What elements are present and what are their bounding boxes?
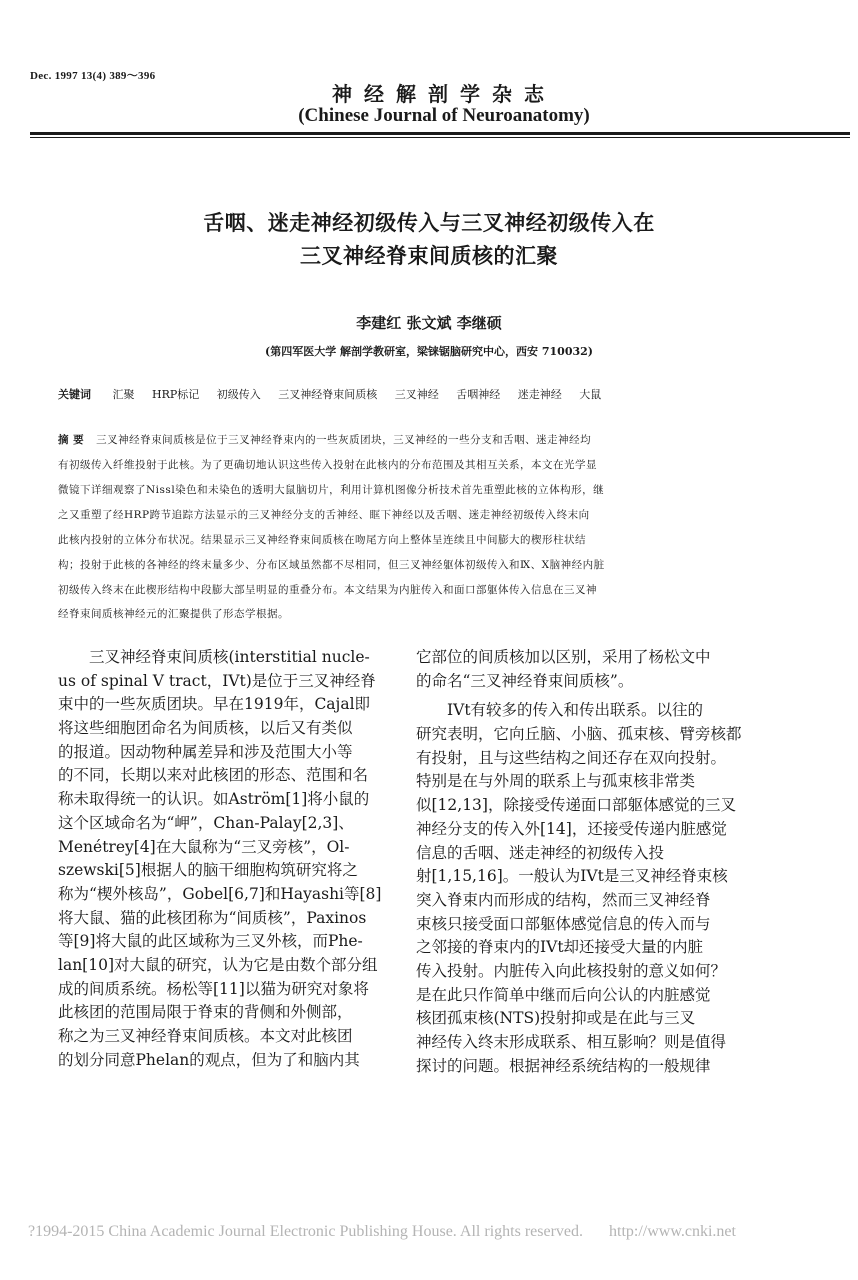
body-line: 传入投射。内脏传入向此核投射的意义如何？: [416, 961, 727, 980]
body-line: 的不同，长期以来对此核团的形态、范围和名: [58, 766, 369, 785]
body-line: 的划分同意Phelan的观点，但为了和脑内其: [58, 1050, 360, 1069]
keywords-label: 关键词: [58, 388, 91, 401]
affiliation: (第四军医大学 解剖学教研室，梁铼锯脑研究中心，西安 710032): [265, 345, 593, 358]
keyword: 三叉神经: [394, 388, 439, 401]
copyright-footer: [28, 1223, 736, 1241]
body-line: 称之为三叉神经脊束间质核。本文对此核团: [58, 1027, 353, 1045]
body-line: us of spinal V tract，IVt)是位于三叉神经脊: [58, 671, 376, 690]
abstract-line: 有初级传入纤维投射于此核。为了更确切地认识这些传入投射在此核内的分布范围及其相互关系，本文在光学显: [58, 459, 597, 471]
body-line: 特别是在与外周的联系上与孤束核非常类: [416, 772, 696, 791]
body-line: IVt有较多的传入和传出联系。以往的: [416, 701, 704, 720]
body-line: 探讨的问题。根据神经系统结构的一般规律: [416, 1056, 711, 1075]
body-line: 它部位的间质核加以区别，采用了杨松文中: [416, 648, 711, 666]
abstract-line: 摘 要 三叉神经脊束间质核是位于三叉神经脊束内的一些灰质团块，三叉神经的一些分支和舌咽、迷走神经均: [58, 434, 592, 446]
body-line: 将这些细胞团命名为间质核，以后又有类似: [58, 719, 353, 738]
body-line: 称未取得统一的认识。如Aström[1]将小鼠的: [58, 790, 370, 809]
keywords-block: [58, 386, 615, 402]
body-line: szewski[5]根据人的脑干细胞构筑研究将之: [58, 861, 358, 880]
abstract-line: 经脊束间质核神经元的汇聚提供了形态学根据。: [58, 608, 289, 620]
body-line: 似[12,13]，除接受传递面口部躯体感觉的三叉: [416, 796, 736, 815]
body-line: 三叉神经脊束间质核(interstitial nucle-: [58, 648, 370, 666]
header-rule-thin: [30, 137, 850, 138]
keyword: 大鼠: [579, 388, 602, 401]
body-line: 成的间质系统。杨松等[11]以猫为研究对象将: [58, 979, 369, 998]
article-title-line-2: 三叉神经脊束间质核的汇聚: [300, 244, 558, 268]
article-title-line-1: 舌咽、迷走神经初级传入与三叉神经初级传入在: [203, 211, 655, 235]
body-column-left: [58, 646, 381, 1072]
header-rule-thick: [30, 132, 850, 135]
abstract-label: 摘 要: [58, 434, 85, 446]
body-column-right: [416, 646, 742, 1078]
abstract-line: 此核内投射的立体分布状况。结果显示三叉神经脊束间质核在吻尾方向上整体呈连续且中间膨大的楔形柱状结: [58, 534, 586, 546]
body-line: 神经传入终末形成联系、相互影响？则是值得: [416, 1033, 727, 1051]
journal-title-chinese: 神经解剖学杂志: [332, 82, 556, 106]
body-line: 射[1,15,16]。一般认为IVt是三叉神经脊束核: [416, 867, 728, 886]
body-line: 之邻接的脊束内的IVt却还接受大量的内脏: [416, 938, 704, 957]
author-list: 李建红 张文斌 李继硕: [356, 314, 502, 332]
keyword: HRP标记: [152, 388, 200, 401]
body-line: 此核团的范围局限于脊束的背侧和外侧部，: [58, 1003, 353, 1022]
body-line: 核团孤束核(NTS)投射抑或是在此与三叉: [416, 1009, 696, 1028]
body-line: 研究表明，它向丘脑、小脑、孤束核、臂旁核都: [416, 725, 742, 744]
body-line: 神经分支的传入外[14]，还接受传递内脏感觉: [416, 819, 727, 838]
body-line: 有投射，且与这些结构之间还存在双向投射。: [416, 748, 727, 767]
body-line: 称为“楔外核岛”，Gobel[6,7]和Hayashi等[8]: [58, 884, 382, 903]
abstract-line: 构；投射于此核的各神经的终末量多少、分布区域虽然都不尽相同，但三叉神经躯体初级传入和Ⅸ、Ⅹ脑神经内脏: [58, 559, 605, 571]
keyword: 初级传入: [216, 388, 261, 401]
body-line: lan[10]对大鼠的研究，认为它是由数个部分组: [58, 955, 378, 974]
body-line: 将大鼠、猫的此核团称为“间质核”，Paxinos: [58, 908, 367, 927]
keyword: 三叉神经脊束间质核: [278, 388, 378, 401]
journal-title-english: (Chinese Journal of Neuroanatomy): [298, 105, 590, 126]
abstract-line: 微镜下详细观察了Nissl染色和未染色的透明大鼠脑切片，利用计算机图像分析技术首先重塑此核的立体构形，继: [58, 484, 605, 496]
body-line: 突入脊束内而形成的结构，然而三叉神经脊: [416, 890, 711, 909]
body-line: 束核只接受面口部躯体感觉信息的传入而与: [416, 914, 711, 933]
abstract-line: 之又重塑了经HRP跨节追踪方法显示的三叉神经分支的舌神经、眶下神经以及舌咽、迷走神经初级传入终末向: [58, 509, 590, 521]
footer-url[interactable]: http://www.cnki.net: [609, 1223, 736, 1240]
body-line: 束中的一些灰质团块。早在1919年，Cajal即: [58, 695, 371, 714]
body-line: 这个区域命名为“岬”，Chan-Palay[2,3]、: [58, 813, 354, 832]
citation-line: Dec. 1997 13(4) 389～396: [30, 70, 156, 82]
body-line: 的命名“三叉神经脊束间质核”。: [416, 671, 634, 690]
body-line: 的报道。因动物种属差异和涉及范围大小等: [58, 742, 353, 761]
copyright-notice: ?1994-2015 China Academic Journal Electronic Publishing House. All rights reserved.: [28, 1223, 583, 1240]
keyword: 汇聚: [112, 388, 135, 401]
body-line: Menétrey[4]在大鼠称为“三叉旁核”，Ol-: [58, 837, 350, 856]
keyword: 舌咽神经: [456, 388, 501, 401]
body-line: 信息的舌咽、迷走神经的初级传入投: [416, 843, 665, 862]
body-line: 是在此只作简单中继而后向公认的内脏感觉: [416, 985, 711, 1004]
body-line: 等[9]将大鼠的此区域称为三叉外核，而Phe-: [58, 932, 363, 951]
abstract-line: 初级传入终末在此楔形结构中段膨大部呈明显的重叠分布。本文结果为内脏传入和面口部躯体传入信息在三叉神: [58, 584, 597, 596]
keyword: 迷走神经: [517, 388, 562, 401]
